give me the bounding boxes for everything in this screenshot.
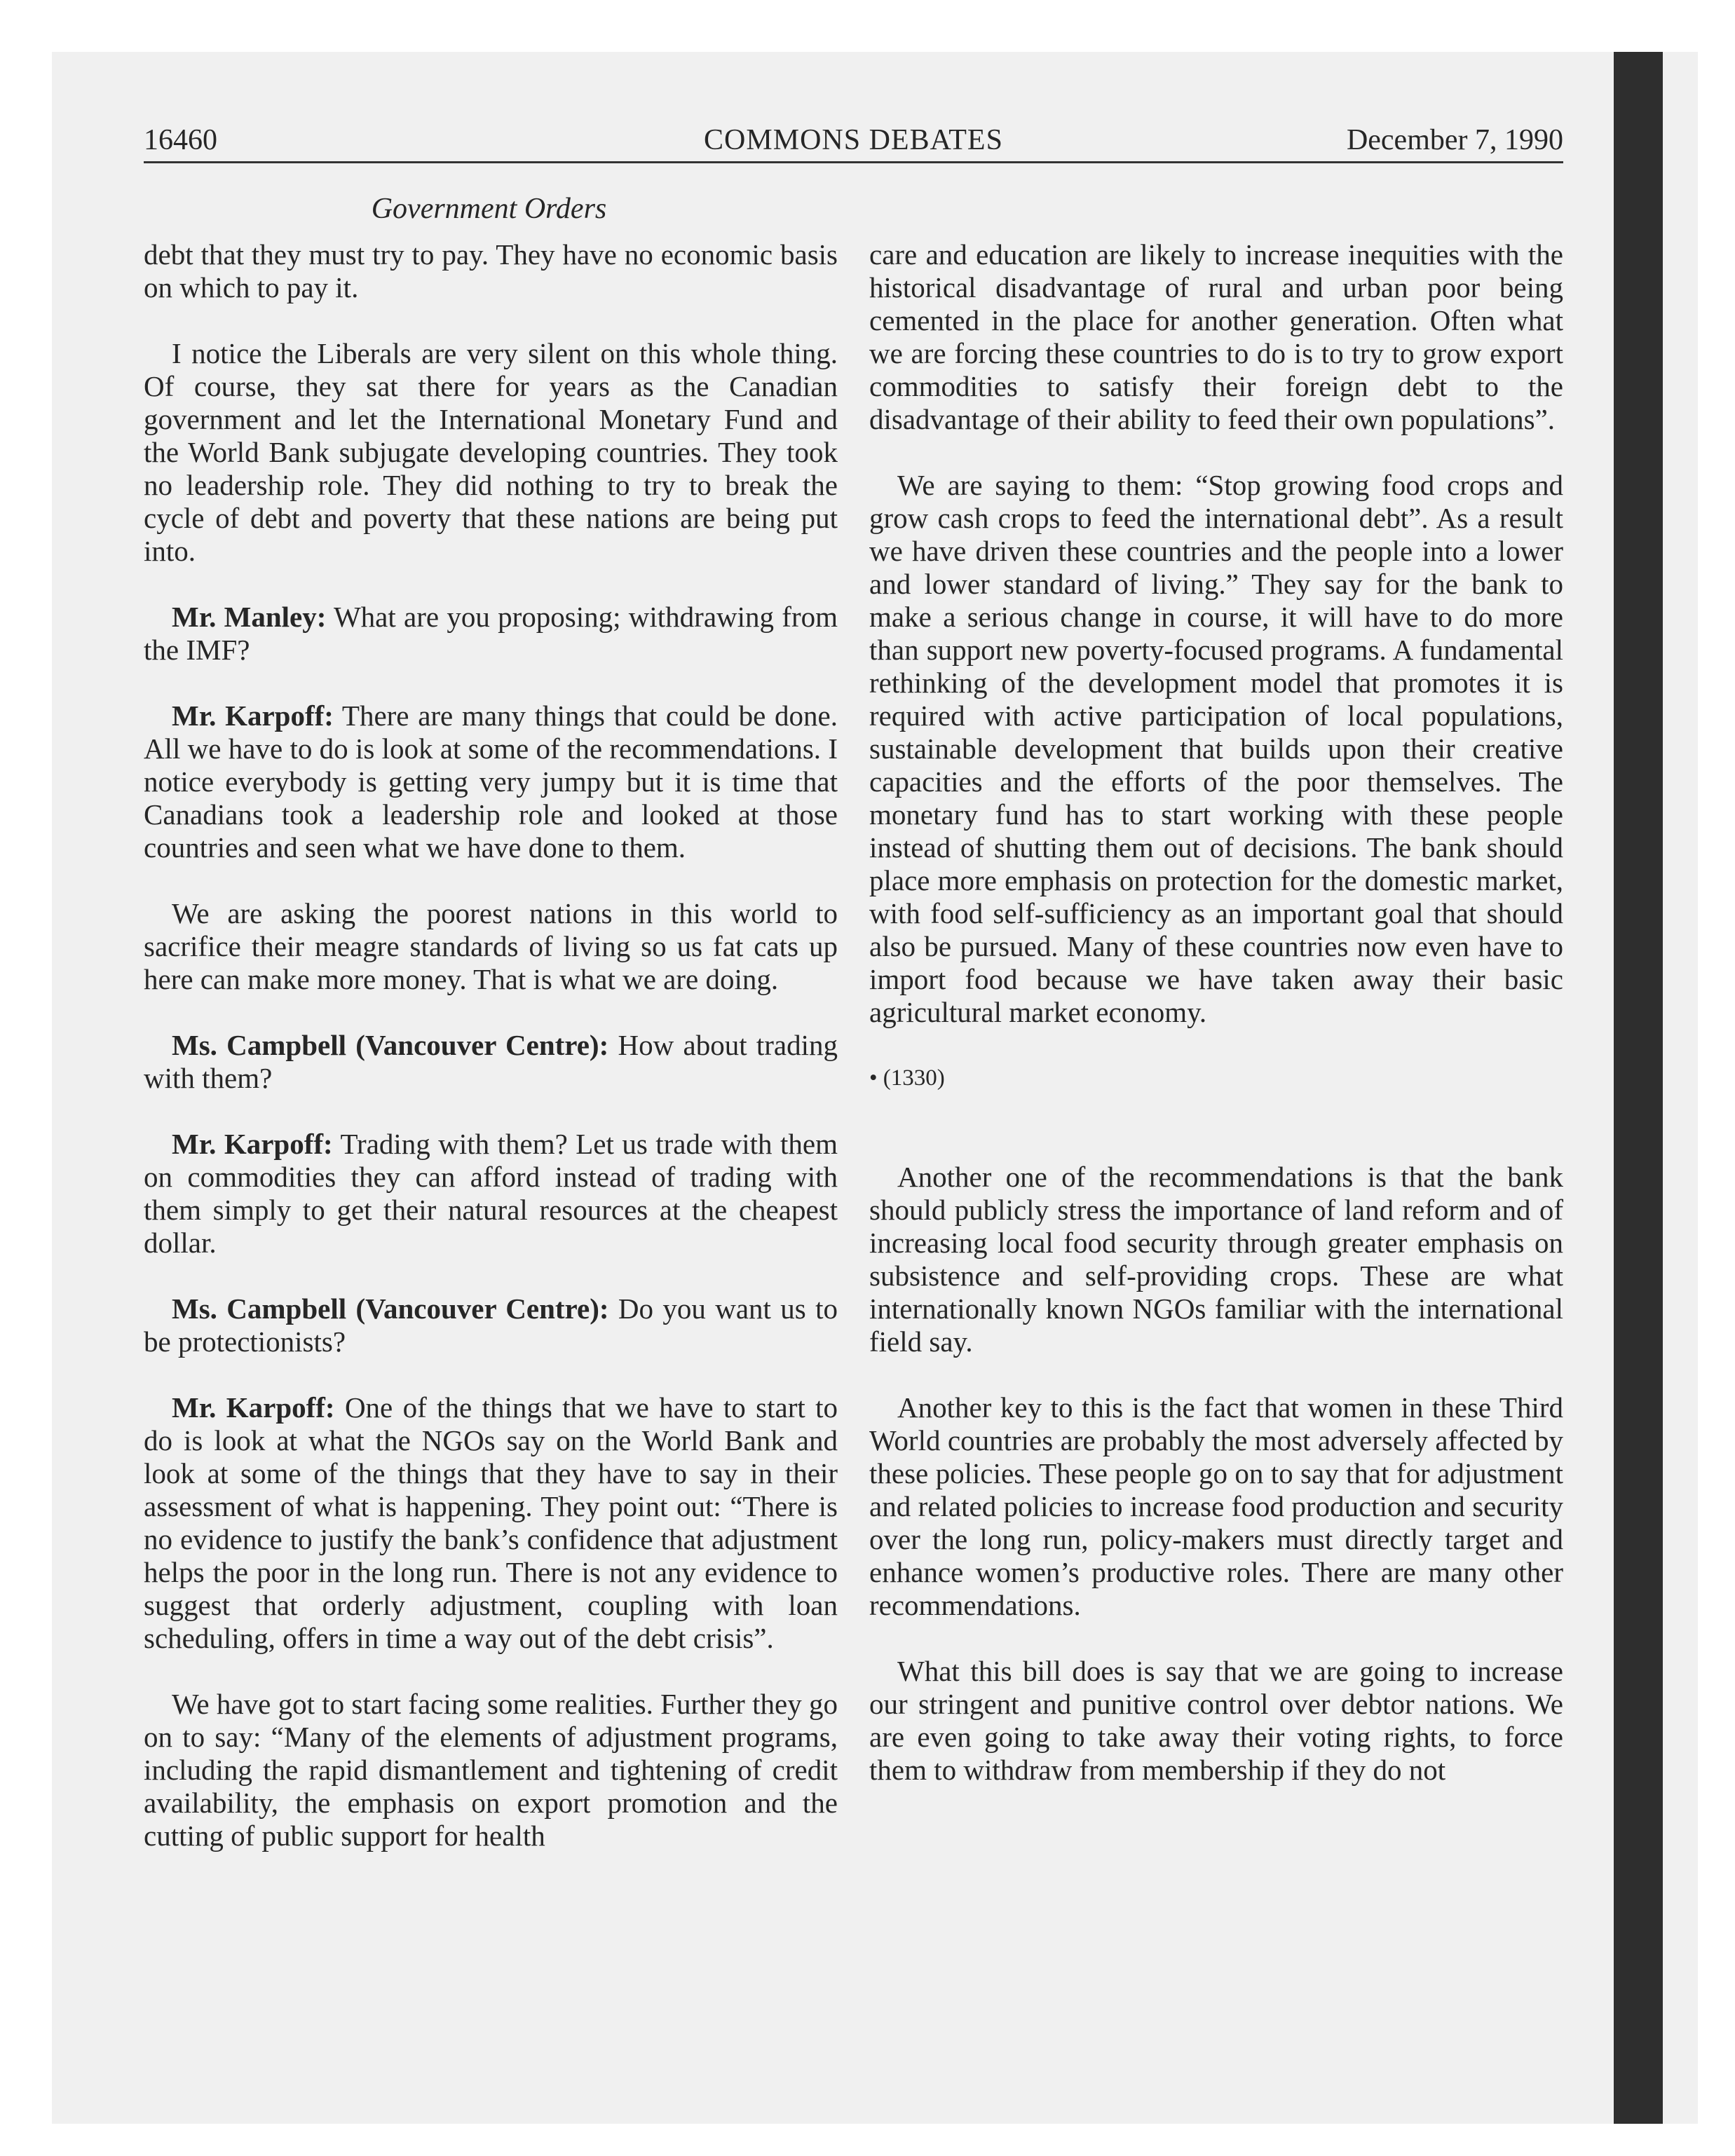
speaker-name: Mr. Karpoff: <box>172 1128 333 1160</box>
speech-text: Do you want us to be protectionists? <box>144 1292 838 1358</box>
speech-paragraph <box>144 1128 838 1260</box>
speaker-name: Mr. Karpoff: <box>172 700 334 732</box>
speech-text: Trading with them? Let us trade with them on commodities they can afford instead of trading with them simply to get their natural resources at the cheapest dollar. <box>144 1128 838 1259</box>
speech-text: There are many things that could be done. All we have to do is look at some of the recommendations. I notice everybody is getting very jumpy but it is time that Canadians took a leadership role and looked at those countries and seen what we have done to them. <box>144 700 838 864</box>
journal-title: COMMONS DEBATES <box>704 124 1003 156</box>
running-head <box>144 119 1563 161</box>
speech-paragraph <box>144 1029 838 1095</box>
paragraph: What this bill does is say that we are going to increase our stringent and punitive control over debtor nations. We are even going to take away their voting rights, to force them to withdraw from membership if they do not <box>869 1655 1563 1786</box>
paragraph: Another one of the recommendations is that the bank should publicly stress the importance of land reform and of increasing local food security through greater emphasis on subsistence and self-providing crops. These are what internationally known NGOs familiar with the international field say. <box>869 1161 1563 1358</box>
paragraph: care and education are likely to increase inequities with the historical disadvantage of rural and urban poor being cemented in the place for another generation. Often what we are forcing these countries to do is to try to grow export commodities to satisfy their foreign debt to the disadvantage of their ability to feed their own populations”. <box>869 238 1563 435</box>
speech-text: How about trading with them? <box>144 1029 838 1094</box>
speaker-name: Mr. Karpoff: <box>172 1391 335 1424</box>
scan-edge-shadow <box>1614 52 1663 2124</box>
section-title: Government Orders <box>371 193 607 225</box>
time-marker: • (1330) <box>869 1065 945 1091</box>
speaker-name: Ms. Campbell (Vancouver Centre): <box>172 1292 609 1325</box>
paragraph: We have got to start facing some realities. Further they go on to say: “Many of the elements of adjustment programs, including the rapid dismantlement and tightening of credit availability, the emphasis on export promotion and the cutting of public support for health <box>144 1688 838 1852</box>
paragraph: Another key to this is the fact that women in these Third World countries are probably the most adversely affected by these policies. These people go on to say that for adjustment and related policies to increase food production and security over the long run, policy-makers must directly target and enhance women’s productive roles. There are many other recommendations. <box>869 1391 1563 1621</box>
paragraph: We are asking the poorest nations in this world to sacrifice their meagre standards of living so us fat cats up here can make more money. That is what we are doing. <box>144 897 838 995</box>
speaker-name: Mr. Manley: <box>172 601 327 633</box>
speech-paragraph <box>144 1391 838 1655</box>
header-rule <box>144 161 1563 163</box>
paragraph: I notice the Liberals are very silent on this whole thing. Of course, they sat there for years as the Canadian government and let the International Monetary Fund and the World Bank subjugate developing countries. They took no leadership role. They did nothing to try to break the cycle of debt and poverty that these nations are being put into. <box>144 337 838 567</box>
speech-text: What are you proposing; withdrawing from the IMF? <box>144 601 838 666</box>
speech-paragraph <box>144 1292 838 1358</box>
issue-date: December 7, 1990 <box>1346 124 1563 156</box>
page-number: 16460 <box>144 124 217 156</box>
speech-paragraph <box>144 601 838 667</box>
left-column <box>144 238 838 1853</box>
right-column <box>869 238 1563 1787</box>
speech-paragraph <box>144 700 838 864</box>
paragraph: debt that they must try to pay. They have no economic basis on which to pay it. <box>144 238 838 303</box>
paragraph: We are saying to them: “Stop growing food crops and grow cash crops to feed the international debt”. As a result we have driven these countries and the people into a lower and lower standard of living.” They say for the bank to make a serious change in course, it will have to do more than support new poverty-focused programs. A fundamental rethinking of the development model that promotes it is required with active participation of local populations, sustainable development that builds upon their creative capacities and the efforts of the poor themselves. The monetary fund has to start working with these people instead of shutting them out of decisions. The bank should place more emphasis on protection for the domestic market, with food self-sufficiency as an important goal that should also be pursued. Many of these countries now even have to import food because we have taken away their basic agricultural market economy. <box>869 469 1563 1028</box>
speech-text: One of the things that we have to start to do is look at what the NGOs say on the World Bank and look at some of the things that they have to say in their assessment of what is happening. They point out: “There is no evidence to justify the bank’s confidence that adjustment helps the poor in the long run. There is not any evidence to suggest that orderly adjustment, coupling with loan scheduling, offers in time a way out of the debt crisis”. <box>144 1391 838 1654</box>
speaker-name: Ms. Campbell (Vancouver Centre): <box>172 1029 609 1061</box>
